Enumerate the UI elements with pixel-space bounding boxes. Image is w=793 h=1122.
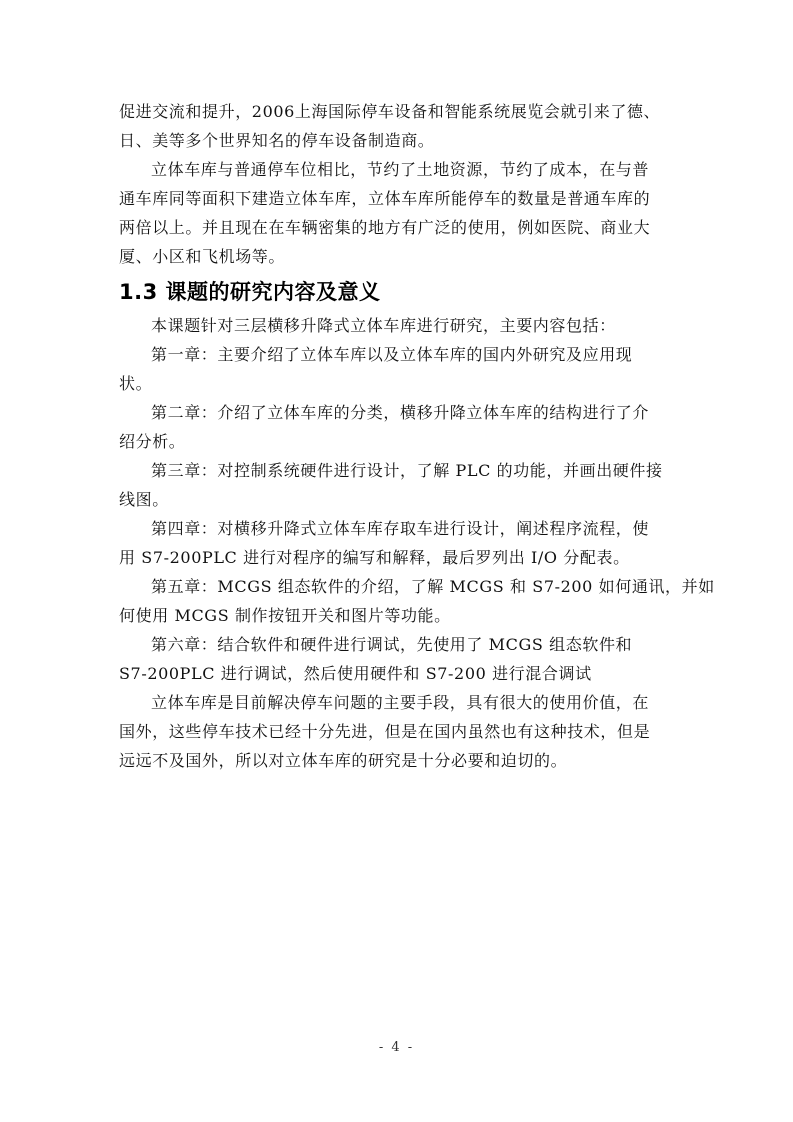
text-line: 促进交流和提升，2006上海国际停车设备和智能系统展览会就引来了德、 — [119, 102, 661, 121]
page-number: - 4 - — [378, 1040, 415, 1055]
text-line: 第三章：对控制系统硬件进行设计，了解 PLC 的功能，并画出硬件接 — [151, 461, 663, 480]
text-line: 第五章：MCGS 组态软件的介绍，了解 MCGS 和 S7-200 如何通讯，并如 — [151, 577, 715, 596]
paragraph-compare — [119, 155, 675, 271]
paragraph-chapter-4 — [119, 514, 675, 572]
text-line: 厦、小区和飞机场等。 — [119, 247, 286, 266]
document-body — [119, 97, 715, 775]
paragraph-conclusion — [119, 688, 675, 775]
paragraph-topic — [119, 311, 675, 340]
paragraph-intro — [119, 97, 675, 155]
text-line: 本课题针对三层横移升降式立体车库进行研究，主要内容包括： — [151, 316, 616, 335]
paragraph-chapter-6 — [119, 630, 675, 688]
section-heading: 1.3 课题的研究内容及意义 — [119, 280, 381, 304]
text-line: 通车库同等面积下建造立体车库，立体车库所能停车的数量是普通车库的 — [119, 189, 651, 208]
text-line: 何使用 MCGS 制作按钮开关和图片等功能。 — [119, 606, 451, 625]
text-line: 两倍以上。并且现在在车辆密集的地方有广泛的使用，例如医院、商业大 — [119, 218, 651, 237]
text-line: 状。 — [119, 374, 153, 393]
text-line: 国外，这些停车技术已经十分先进，但是在国内虽然也有这种技术，但是 — [119, 722, 651, 741]
text-line: 绍分析。 — [119, 432, 186, 451]
text-line: 第四章：对横移升降式立体车库存取车进行设计，阐述程序流程，使 — [151, 519, 650, 538]
text-line: 立体车库与普通停车位相比，节约了土地资源，节约了成本，在与普 — [151, 160, 650, 179]
paragraph-chapter-1 — [119, 340, 675, 398]
text-line: 远远不及国外，所以对立体车库的研究是十分必要和迫切的。 — [119, 751, 568, 770]
text-line: 第六章：结合软件和硬件进行调试，先使用了 MCGS 组态软件和 — [151, 635, 633, 654]
text-line: 线图。 — [119, 490, 169, 509]
paragraph-chapter-5 — [119, 572, 715, 630]
text-line: 用 S7-200PLC 进行对程序的编写和解释，最后罗列出 I/O 分配表。 — [119, 548, 630, 567]
text-line: 第一章：主要介绍了立体车库以及立体车库的国内外研究及应用现 — [151, 345, 633, 364]
text-line: 立体车库是目前解决停车问题的主要手段，具有很大的使用价值，在 — [151, 693, 650, 712]
text-line: 第二章：介绍了立体车库的分类，横移升降立体车库的结构进行了介 — [151, 403, 650, 422]
paragraph-chapter-3 — [119, 456, 675, 514]
text-line: S7-200PLC 进行调试，然后使用硬件和 S7-200 进行混合调试 — [119, 664, 592, 683]
paragraph-chapter-2 — [119, 398, 675, 456]
text-line: 日、美等多个世界知名的停车设备制造商。 — [119, 131, 435, 150]
